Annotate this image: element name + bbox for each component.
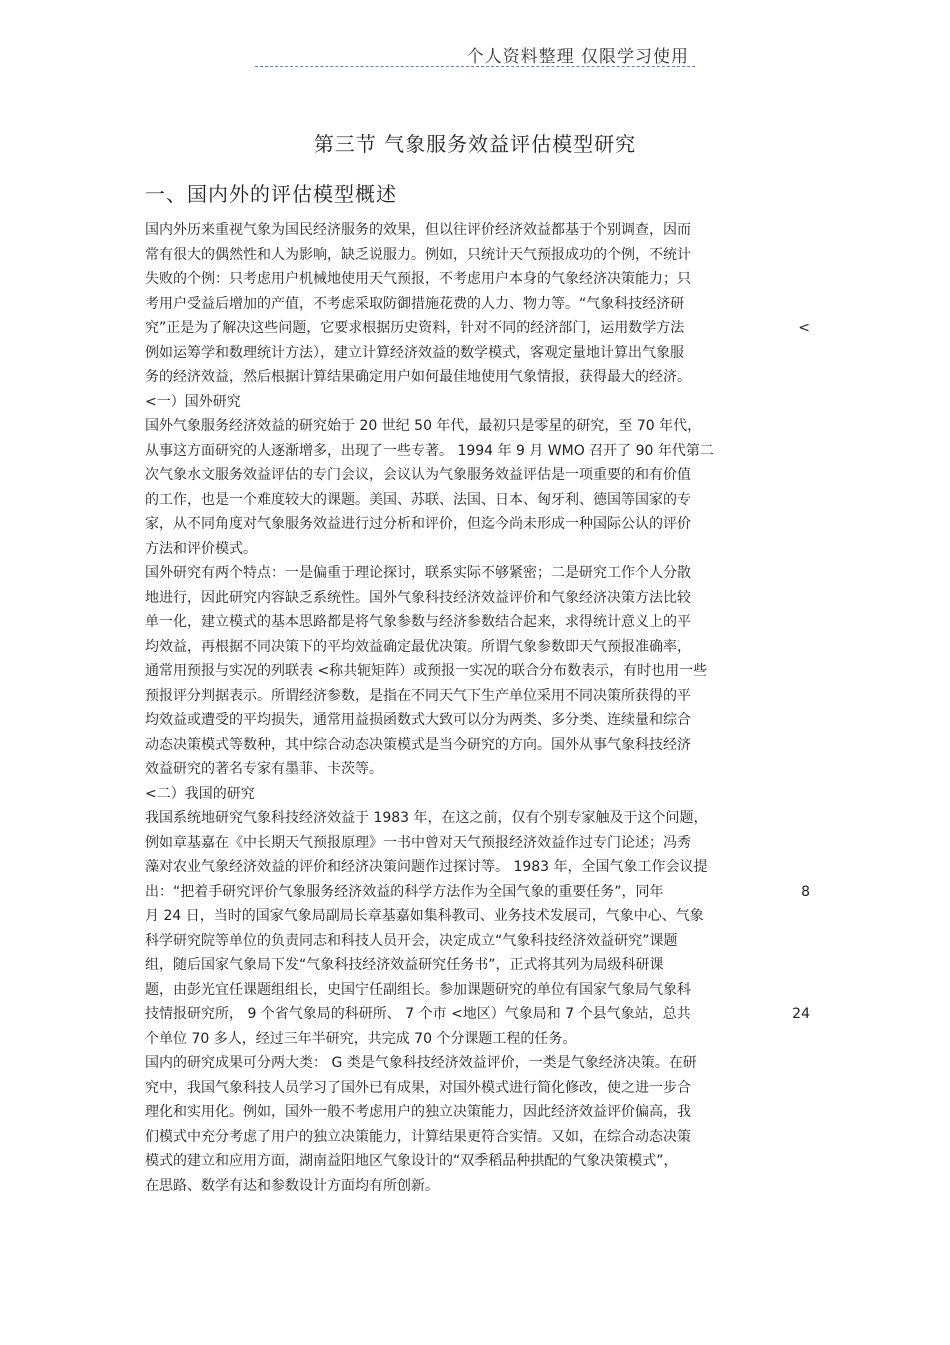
line-text: 国外研究有两个特点：一是偏重于理论探讨，联系实际不够紧密；二是研究工作个人分散: [145, 565, 691, 581]
line-text: 例如运筹学和数理统计方法），建立计算经济效益的数学模式，客观定量地计算出气象服: [145, 344, 684, 361]
line-text: 次气象水文服务效益评估的专门会议，会议认为气象服务效益评估是一项重要的和有价值: [145, 467, 691, 483]
text-line: [145, 463, 810, 488]
line-text: 究中，我国气象科技人员学习了国外已有成果，对国外模式进行简化修改，使之进一步合: [145, 1079, 691, 1096]
text-line: [145, 1149, 810, 1174]
line-text: <一）国外研究: [145, 393, 241, 410]
text-line: [145, 365, 810, 390]
text-line: [145, 439, 810, 464]
line-text: 家，从不同角度对气象服务效益进行过分析和评价，但迄今尚未形成一种国际公认的评价: [145, 516, 691, 532]
line-text: 个单位 70 多人，经过三年半研究，共完成 70 个分课题工程的任务。: [145, 1030, 577, 1047]
text-line: [145, 1002, 810, 1027]
text-line: [145, 218, 810, 243]
text-line: [145, 243, 810, 268]
line-trailing-text: <: [798, 320, 810, 336]
line-text: 动态决策模式等数种，其中综合动态决策模式是当今研究的方向。国外从事气象科技经济: [145, 736, 691, 753]
text-line: [145, 561, 810, 586]
line-text: 考用户受益后增加的产值，不考虑采取防御措施花费的人力、物力等。“气象科技经济研: [145, 295, 685, 312]
text-line: [145, 806, 810, 831]
line-trailing-text: 24: [792, 1006, 810, 1022]
line-text: 效益研究的著名专家有墨菲、卡茨等。: [145, 761, 383, 777]
text-line: [145, 537, 810, 562]
line-text: 在思路、数学有达和参数设计方面均有所创新。: [145, 1177, 439, 1194]
line-text: 月 24 日，当时的国家气象局副局长章基嘉如集科教司、业务技术发展司，气象中心、气象: [145, 908, 704, 924]
header-text: 个人资料整理 仅限学习使用: [466, 47, 689, 67]
text-line: [145, 1174, 810, 1199]
line-text: 常有很大的偶然性和人为影响，缺乏说服力。例如，只统计天气预报成功的个例，不统计: [145, 246, 691, 263]
line-text: 技情报研究所， 9 个省气象局的科研所、 7 个市 <地区）气象局和 7 个县气象站，总共: [145, 1006, 691, 1022]
text-line: [145, 390, 810, 415]
text-line: [145, 610, 810, 635]
body-text: [145, 218, 810, 1198]
line-text: 从事这方面研究的人逐渐增多，出现了一些专著。 1994 年 9 月 WMO 召开了 90 年代第二: [145, 442, 714, 459]
line-text: 模式的建立和应用方面，湖南益阳地区气象设计的“双季稻品种拱配的气象决策模式”，: [145, 1153, 678, 1169]
text-line: [145, 733, 810, 758]
line-text: 单一化，建立模式的基本思路都是将气象参数与经济参数结合起来，求得统计意义上的平: [145, 614, 691, 630]
text-line: [145, 1100, 810, 1125]
text-line: [145, 316, 810, 341]
line-text: 科学研究院等单位的负责同志和科技人员开会，决定成立“气象科技经济效益研究”课题: [145, 932, 678, 949]
text-line: [145, 757, 810, 782]
text-line: [145, 292, 810, 317]
line-text: 预报评分判据表示。所谓经济参数，是指在不同天气下生产单位采用不同决策所获得的平: [145, 687, 691, 704]
text-line: [145, 1125, 810, 1150]
section-title: 第三节 气象服务效益评估模型研究: [313, 132, 637, 156]
line-text: 题，由彭光宜任课题组组长，史国宁任副组长。参加课题研究的单位有国家气象局气象科: [145, 981, 691, 998]
text-line: [145, 855, 810, 880]
text-line: [145, 586, 810, 611]
text-line: [145, 904, 810, 929]
line-text: 失败的个例：只考虑用户机械地使用天气预报，不考虑用户本身的气象经济决策能力；只: [145, 271, 691, 287]
page-header: [255, 40, 695, 67]
text-line: [145, 659, 810, 684]
line-text: 国内的研究成果可分两大类： G 类是气象科技经济效益评价，一类是气象经济决策。在研: [145, 1055, 697, 1071]
text-line: [145, 978, 810, 1003]
line-text: <二）我国的研究: [145, 785, 255, 802]
text-line: [145, 1051, 810, 1076]
line-text: 组，随后国家气象局下发“气象科技经济效益研究任务书”，正式将其列为局级科研课: [145, 957, 664, 973]
line-text: 通常用预报与实况的列联表 <称共轭矩阵）或预报一实况的联合分布数表示，有时也用一些: [145, 663, 708, 679]
line-text: 均效益或遭受的平均损失，通常用益损函数式大致可以分为两类、多分类、连续量和综合: [145, 712, 691, 728]
text-line: [145, 953, 810, 978]
line-text: 我国系统地研究气象科技经济效益于 1983 年，在这之前，仅有个别专家触及于这个问题，: [145, 810, 708, 826]
line-text: 藻对农业气象经济效益的评价和经济决策问题作过探讨等。 1983 年，全国气象工作会议提: [145, 859, 708, 875]
line-text: 的工作，也是一个难度较大的课题。美国、苏联、法国、日本、匈牙利、德国等国家的专: [145, 491, 691, 508]
line-text: 方法和评价模式。: [145, 540, 257, 557]
text-line: [145, 267, 810, 292]
text-line: [145, 684, 810, 709]
line-text: 出：“把着手研究评价气象服务经济效益的科学方法作为全国气象的重要任务”，同年: [145, 883, 664, 900]
text-line: [145, 414, 810, 439]
line-text: 务的经济效益，然后根据计算结果确定用户如何最佳地使用气象情报，获得最大的经济。: [145, 369, 691, 385]
text-line: [145, 635, 810, 660]
line-text: 理化和实用化。例如，国外一般不考虑用户的独立决策能力，因此经济效益评价偏高，我: [145, 1104, 691, 1120]
text-line: [145, 1076, 810, 1101]
line-text: 究”正是为了解决这些问题，它要求根据历史资料，针对不同的经济部门，运用数学方法: [145, 320, 685, 336]
line-text: 地进行，因此研究内容缺乏系统性。国外气象科技经济效益评价和气象经济决策方法比较: [145, 589, 691, 606]
line-text: 均效益，再根据不同决策下的平均效益确定最优决策。所谓气象参数即天气预报准确率，: [145, 638, 691, 655]
line-text: 们模式中充分考虑了用户的独立决策能力，计算结果更符合实情。又如，在综合动态决策: [145, 1128, 691, 1145]
line-text: 国内外历来重视气象为国民经济服务的效果，但以往评价经济效益都基于个别调查，因而: [145, 222, 691, 238]
text-line: [145, 488, 810, 513]
text-line: [145, 1027, 810, 1052]
text-line: [145, 831, 810, 856]
text-line: [145, 341, 810, 366]
text-line: [145, 512, 810, 537]
text-line: [145, 880, 810, 905]
text-line: [145, 708, 810, 733]
section-heading: 一、国内外的评估模型概述: [145, 182, 397, 206]
line-text: 国外气象服务经济效益的研究始于 20 世纪 50 年代，最初只是零星的研究，至 70 年代，: [145, 418, 702, 434]
line-text: 例如章基嘉在《中长期天气预报原理》一书中曾对天气预报经济效益作过专门论述；冯秀: [145, 834, 691, 851]
line-trailing-text: 8: [801, 883, 810, 900]
text-line: [145, 929, 810, 954]
text-line: [145, 782, 810, 807]
